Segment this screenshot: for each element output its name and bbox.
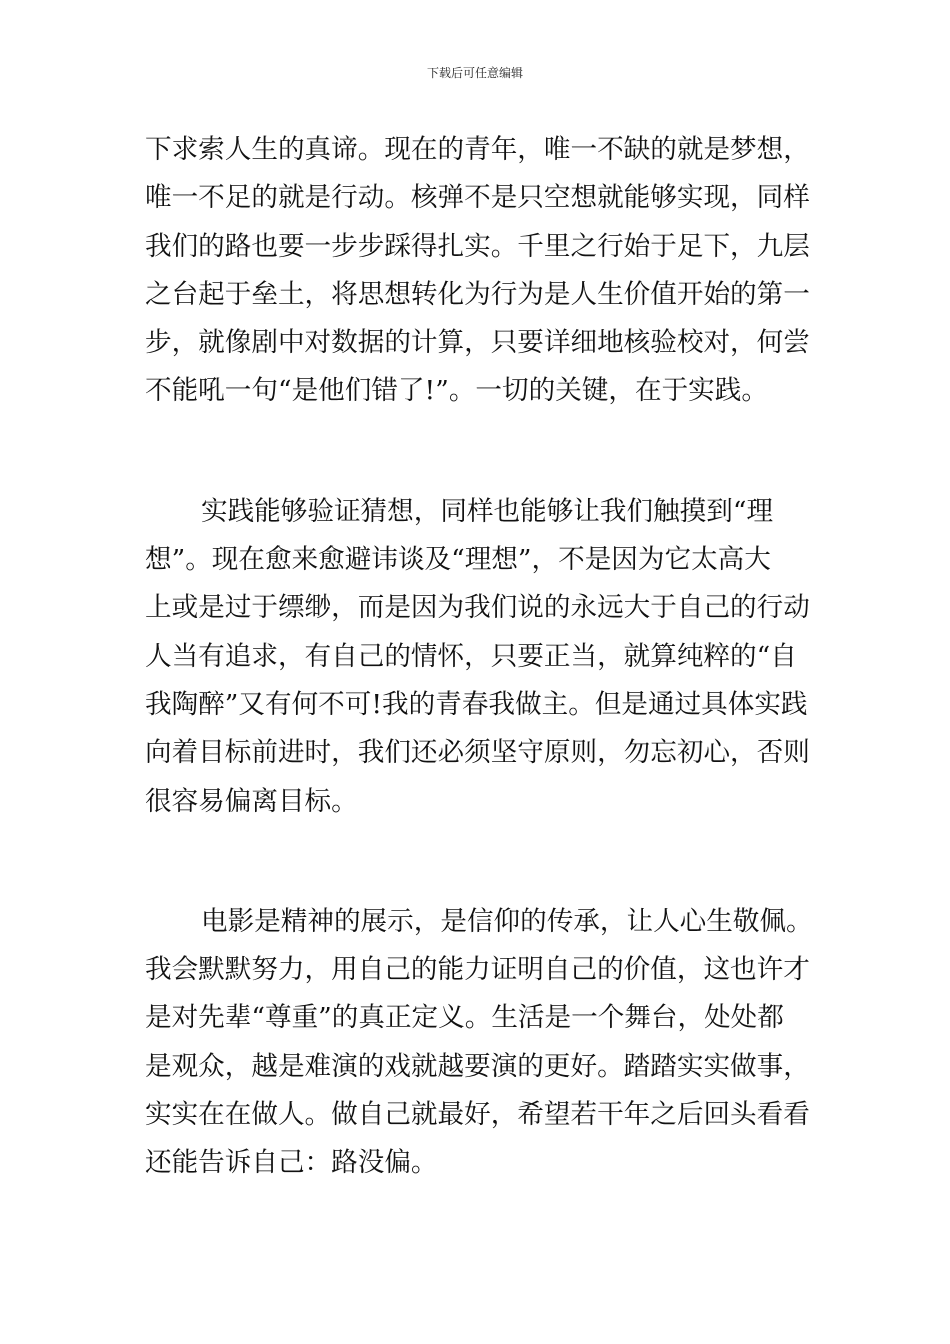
text-line: 不能吼一句“是他们错了!”。一切的关键，在于实践。 — [145, 375, 768, 407]
text-line: 我会默默努力，用自己的能力证明自己的价值，这也许才 — [145, 954, 810, 986]
text-line: 步，就像剧中对数据的计算，只要详细地核验校对，何尝 — [145, 327, 810, 359]
text-line: 上或是过于缥缈，而是因为我们说的永远大于自己的行动 — [145, 592, 810, 624]
text-line: 唯一不足的就是行动。核弹不是只空想就能够实现，同样 — [145, 182, 810, 214]
text-line: 电影是精神的展示，是信仰的传承，让人心生敬佩。 — [201, 905, 813, 937]
document-body — [145, 126, 825, 1260]
text-line: 之台起于垒土，将思想转化为行为是人生价值开始的第一 — [145, 278, 810, 310]
text-line: 我陶醉”又有何不可!我的青春我做主。但是通过具体实践 — [145, 688, 808, 720]
text-line: 想”。现在愈来愈避讳谈及“理想”，不是因为它太高大 — [145, 544, 771, 576]
text-line: 实践能够验证猜想，同样也能够让我们触摸到“理 — [201, 495, 774, 527]
text-line: 是观众，越是难演的戏就越要演的更好。踏踏实实做事， — [145, 1050, 810, 1082]
text-line: 很容易偏离目标。 — [145, 785, 358, 817]
text-line: 向着目标前进时，我们还必须坚守原则，勿忘初心，否则 — [145, 737, 810, 769]
text-line: 还能告诉自己：路没偏。 — [145, 1147, 438, 1179]
text-line: 是对先辈“尊重”的真正定义。生活是一个舞台，处处都 — [145, 1002, 784, 1034]
text-line: 实实在在做人。做自己就最好，希望若干年之后回头看看 — [145, 1099, 810, 1131]
text-line: 我们的路也要一步步踩得扎实。千里之行始于足下，九层 — [145, 230, 810, 262]
paragraph-3 — [145, 898, 825, 1188]
text-line: 人当有追求，有自己的情怀，只要正当，就算纯粹的“自 — [145, 640, 797, 672]
paragraph-1 — [145, 126, 825, 416]
paragraph-2 — [145, 488, 825, 826]
text-line: 下求索人生的真谛。现在的青年，唯一不缺的就是梦想， — [145, 134, 810, 165]
page-header: 下载后可任意编辑 — [426, 66, 523, 80]
